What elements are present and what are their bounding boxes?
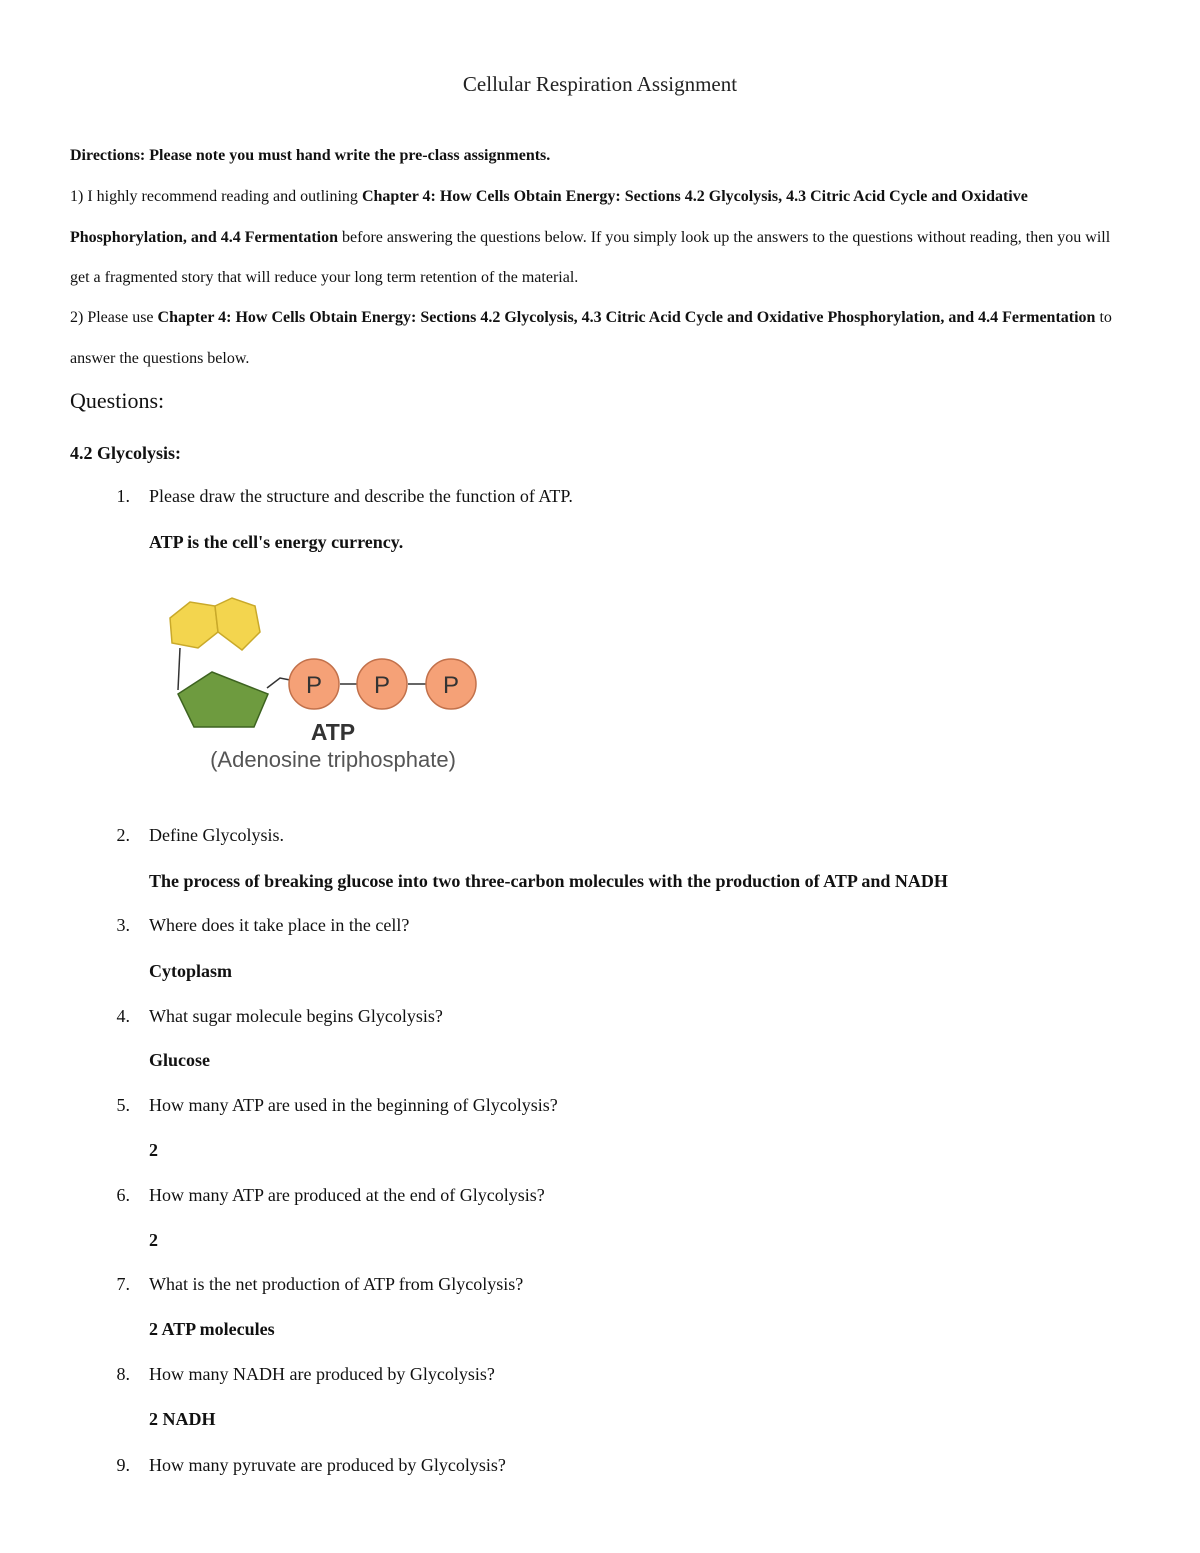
phosphate-group-1 <box>289 659 339 709</box>
ribose-phosphate-bond <box>267 678 290 688</box>
question-text: How many pyruvate are produced by Glycolysis? <box>149 1455 506 1475</box>
instruction-paragraph-1 <box>70 177 1130 299</box>
section-heading: 4.2 Glycolysis: <box>70 443 181 463</box>
atp-structure-figure <box>150 590 530 785</box>
question-text: Please draw the structure and describe the function of ATP. <box>149 486 573 506</box>
question-text: What sugar molecule begins Glycolysis? <box>149 1006 443 1026</box>
question-number: 9. <box>116 1455 130 1475</box>
question-number: 4. <box>116 1006 130 1026</box>
page-title: Cellular Respiration Assignment <box>462 72 738 96</box>
question-item <box>0 825 1200 855</box>
question-text: How many NADH are produced by Glycolysis? <box>149 1364 495 1384</box>
question-text: Define Glycolysis. <box>149 825 284 845</box>
answer-text: 2 ATP molecules <box>149 1319 275 1339</box>
directions-text: Directions: Please note you must hand write the pre-class assignments. <box>70 147 551 164</box>
question-item <box>0 1364 1200 1394</box>
question-text: What is the net production of ATP from Glycolysis? <box>149 1274 524 1294</box>
answer-text: ATP is the cell's energy currency. <box>149 532 404 552</box>
phosphate-group-2 <box>357 659 407 709</box>
question-item <box>0 1095 1200 1125</box>
question-number: 1. <box>116 486 130 506</box>
question-item <box>0 1455 1200 1485</box>
para2-suffix: to answer the questions below. <box>70 309 1112 367</box>
phosphate-group-3 <box>426 659 476 709</box>
phosphate-label: P <box>305 672 323 699</box>
para1-chapter-ref: Chapter 4: How Cells Obtain Energy: Sections 4.2 Glycolysis, 4.3 Citric Acid Cycle and Oxidative Phosphorylation, and 4.4 Fermentation <box>70 188 1028 246</box>
para1-prefix: 1) I highly recommend reading and outlining <box>70 188 362 205</box>
question-number: 5. <box>116 1095 130 1115</box>
question-number: 2. <box>116 825 130 845</box>
question-item <box>0 1006 1200 1036</box>
question-text: How many ATP are used in the beginning of Glycolysis? <box>149 1095 558 1115</box>
figure-caption: (Adenosine triphosphate) <box>210 747 456 772</box>
figure-label: ATP <box>310 719 356 745</box>
instruction-paragraph-2 <box>70 298 1130 379</box>
para2-prefix: 2) Please use <box>70 309 158 326</box>
phosphate-label: P <box>373 672 391 699</box>
question-item <box>0 486 1200 516</box>
answer-text: 2 <box>149 1140 158 1160</box>
base-ribose-bond <box>178 648 180 690</box>
question-text: How many ATP are produced at the end of Glycolysis? <box>149 1185 545 1205</box>
answer-text: Cytoplasm <box>149 961 233 981</box>
adenine-ring-icon <box>215 598 260 650</box>
phosphate-label: P <box>442 672 460 699</box>
ribose-pentagon-icon <box>178 672 268 727</box>
question-number: 8. <box>116 1364 130 1384</box>
question-item <box>0 1274 1200 1304</box>
question-text: Where does it take place in the cell? <box>149 915 410 935</box>
question-item <box>0 1185 1200 1215</box>
answer-text: 2 <box>149 1230 158 1250</box>
question-number: 6. <box>116 1185 130 1205</box>
question-item <box>0 915 1200 945</box>
para2-chapter-ref: Chapter 4: How Cells Obtain Energy: Sections 4.2 Glycolysis, 4.3 Citric Acid Cycle and Oxidative Phosphorylation, and 4.4 Fermentation <box>157 309 1096 326</box>
answer-text: Glucose <box>149 1050 210 1070</box>
adenine-ring-icon <box>170 602 218 648</box>
para1-suffix: before answering the questions below. If you simply look up the answers to the questions without reading, then you will get a fragmented story that will reduce your long term retention of the material. <box>70 228 1111 286</box>
question-number: 3. <box>116 915 130 935</box>
directions <box>70 136 1130 177</box>
question-number: 7. <box>116 1274 130 1294</box>
questions-heading: Questions: <box>70 388 165 413</box>
answer-text: The process of breaking glucose into two three-carbon molecules with the production of ATP and NADH <box>149 871 948 891</box>
answer-text: 2 NADH <box>149 1409 216 1429</box>
